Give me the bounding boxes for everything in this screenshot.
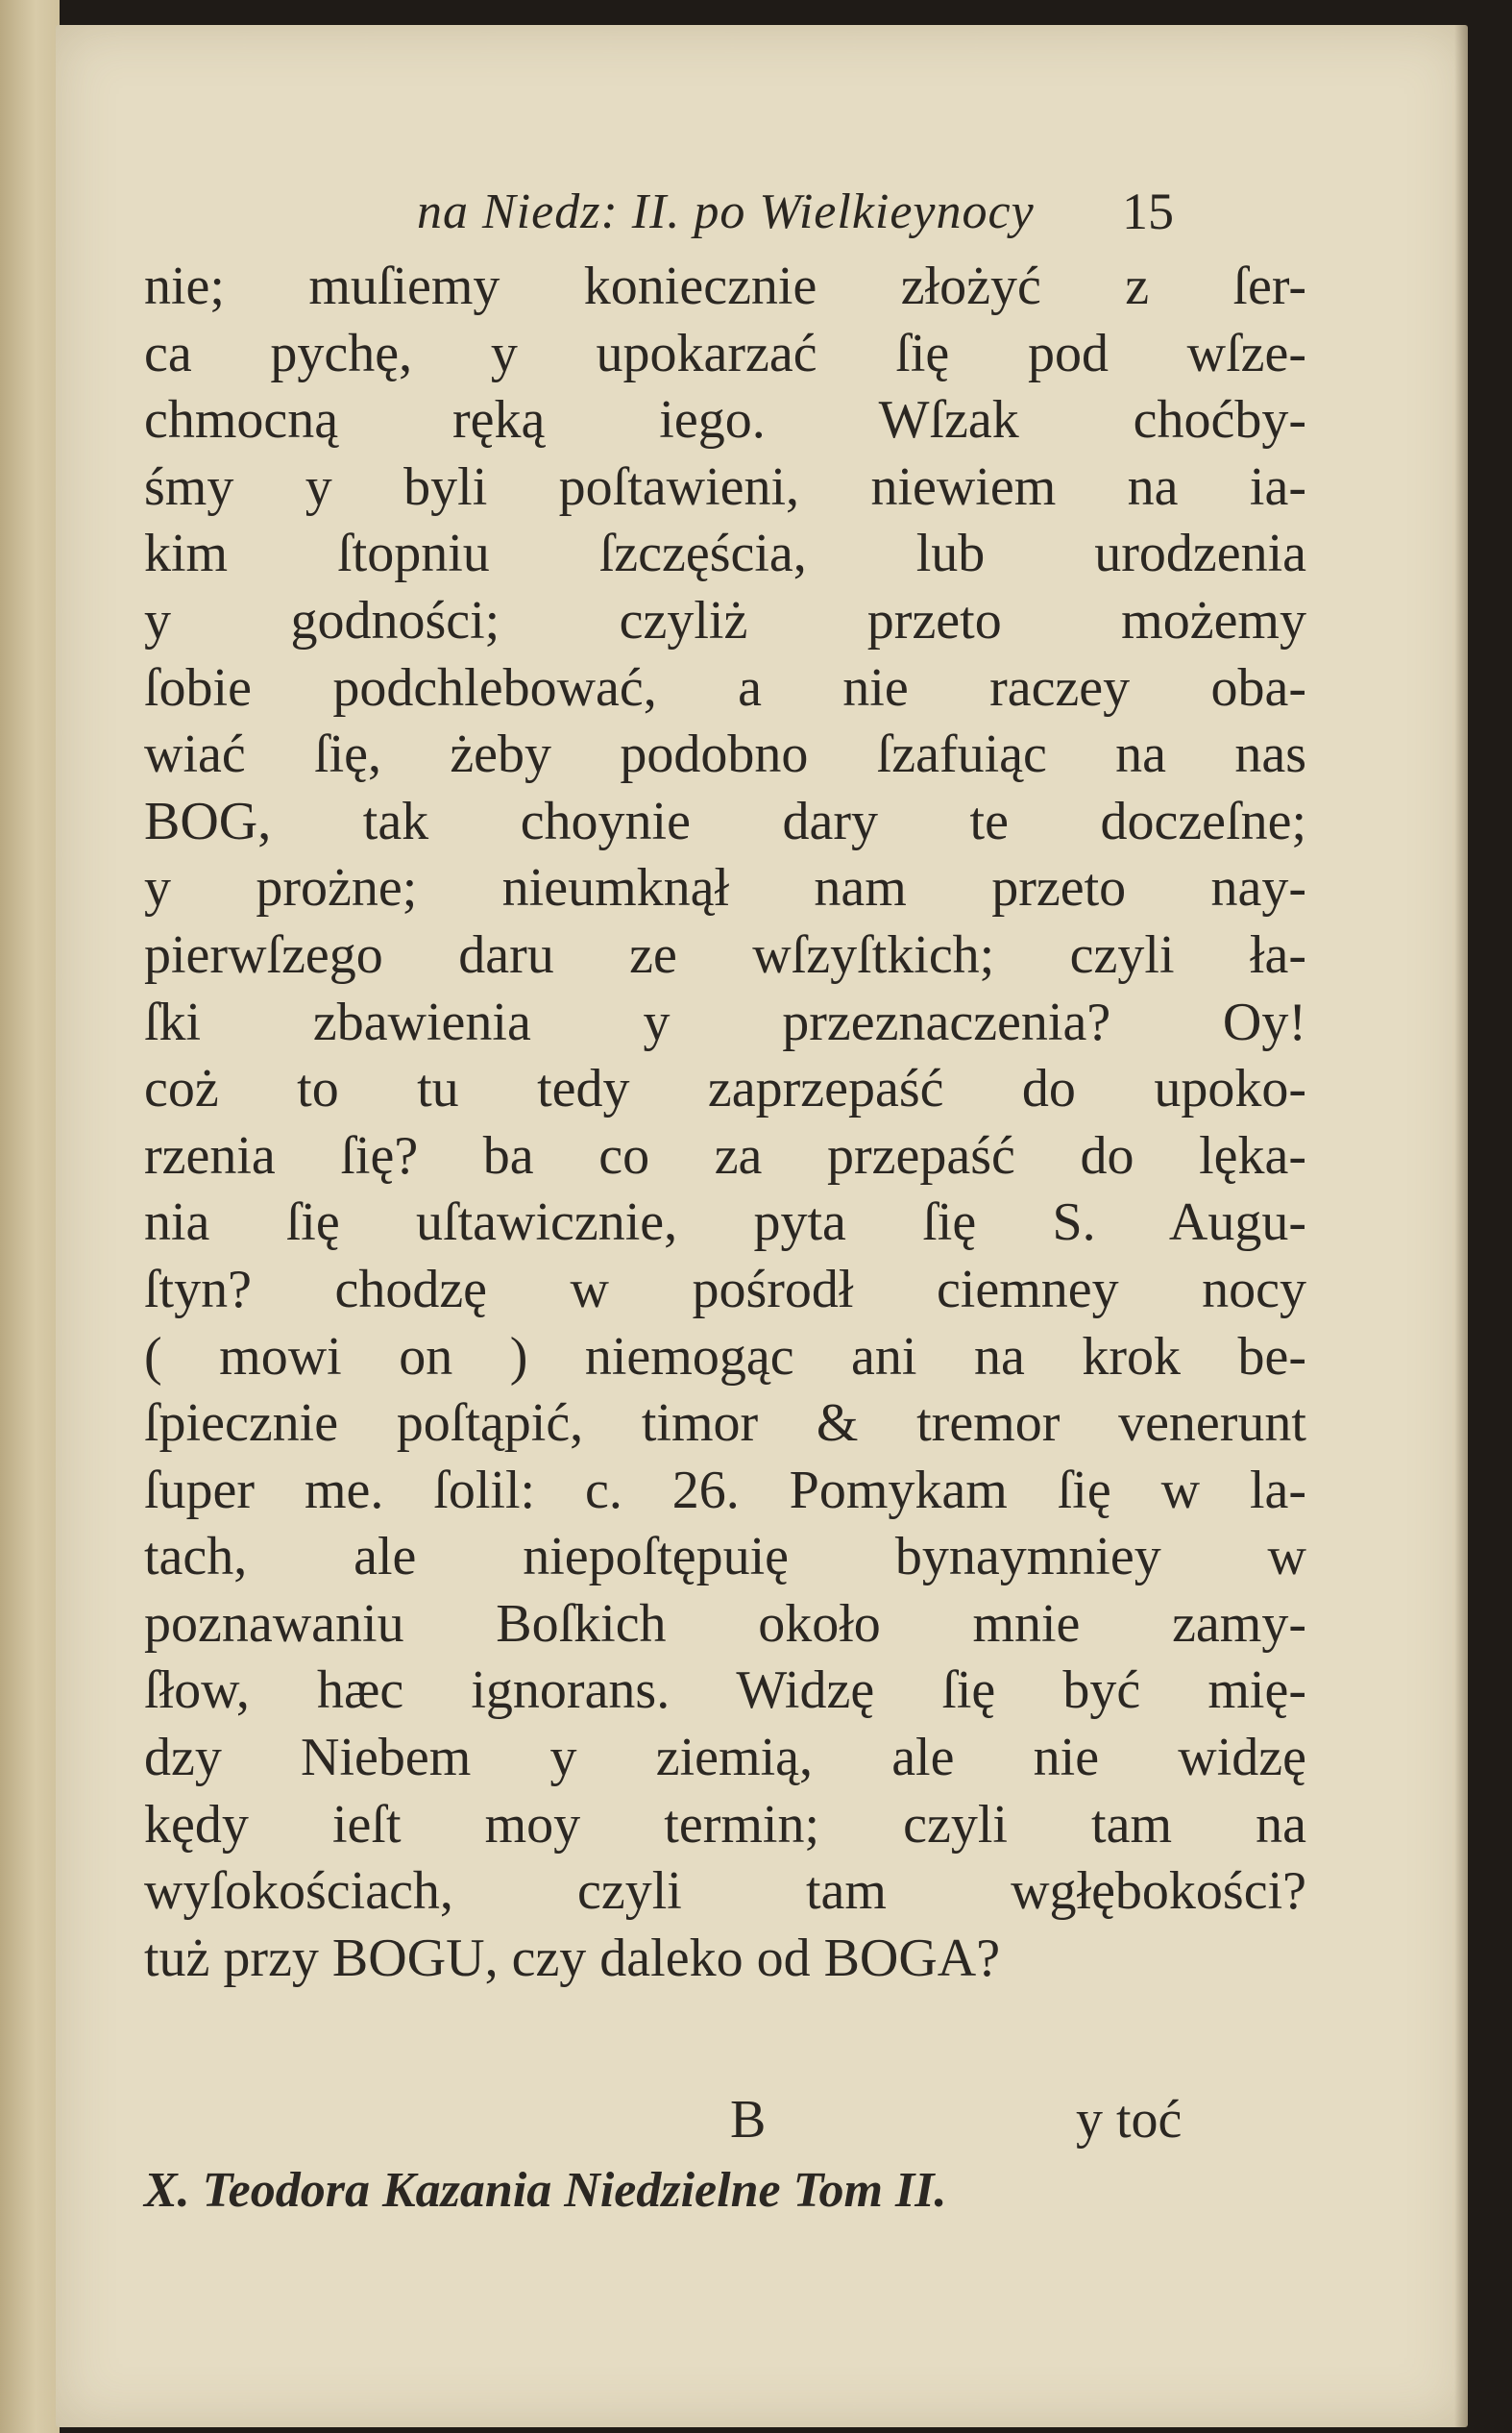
text-line: tach, ale niepoſtępuię bynaymniey w	[144, 1527, 1306, 1587]
text-line: nie; muſiemy koniecznie złożyć z ſer-	[144, 257, 1306, 316]
text-line: poznawaniu Boſkich około mnie zamy-	[144, 1593, 1306, 1654]
page-number: 15	[1122, 183, 1174, 240]
running-title: na Niedz: II. po Wielkieynocy	[417, 184, 1035, 239]
text-line: wiać ſię, żeby podobno ſzafuiąc na nas	[144, 725, 1306, 785]
text-line: ſpiecznie poſtąpić, timor & tremor venerunt	[144, 1393, 1306, 1454]
text-line: dzy Niebem y ziemią, ale nie widzę	[144, 1728, 1306, 1788]
text-line: ſłow, hæc ignorans. Widzę ſię być mię-	[144, 1660, 1306, 1721]
text-line: pierwſzego daru ze wſzyſtkich; czyli ła-	[144, 924, 1306, 985]
text-line: rzenia ſię? ba co za przepaść do lęka-	[144, 1125, 1306, 1186]
signature-mark: B	[730, 2090, 767, 2150]
text-line: y godności; czyliż przeto możemy	[144, 590, 1306, 651]
text-line: tuż przy BOGU, czy daleko od BOGA?	[144, 1928, 1001, 1988]
signature-row	[144, 2089, 1306, 2156]
book-page	[56, 25, 1468, 2427]
text-line: BOG, tak choynie dary te doczeſne;	[144, 791, 1306, 851]
text-line: śmy y byli poſtawieni, niewiem na ia-	[144, 456, 1306, 517]
text-line: nia ſię uſtawicznie, pyta ſię S. Augu-	[144, 1192, 1306, 1253]
text-line: chmocną ręką iego. Wſzak choćby-	[144, 390, 1306, 451]
text-line: ca pychę, y upokarzać ſię pod wſze-	[144, 323, 1306, 383]
text-line: wyſokościach, czyli tam wgłębokości?	[144, 1861, 1306, 1922]
text-line: y prożne; nieumknął nam przeto nay-	[144, 858, 1306, 919]
body-text	[144, 254, 1306, 1992]
text-line: kim ſtopniu ſzczęścia, lub urodzenia	[144, 524, 1306, 584]
text-line: ſuper me. ſolil: c. 26. Pomykam ſię w la-	[144, 1460, 1306, 1520]
text-line: ſki zbawienia y przeznaczenia? Oy!	[144, 992, 1306, 1052]
text-line: kędy ieſt moy termin; czyli tam na	[144, 1794, 1306, 1855]
adjacent-page-edge	[0, 0, 60, 2433]
text-line: ( mowi on ) niemogąc ani na krok be-	[144, 1326, 1306, 1387]
text-line: ſobie podchlebować, a nie raczey oba-	[144, 657, 1306, 718]
page-header	[56, 184, 1468, 251]
text-line: coż to tu tedy zaprzepaść do upoko-	[144, 1059, 1306, 1119]
text-line: ſtyn? chodzę w pośrodł ciemney nocy	[144, 1259, 1306, 1319]
footer-title: X. Teodora Kazania Niedzielne Tom II.	[144, 2163, 947, 2218]
catchword: y toć	[1076, 2090, 1183, 2150]
